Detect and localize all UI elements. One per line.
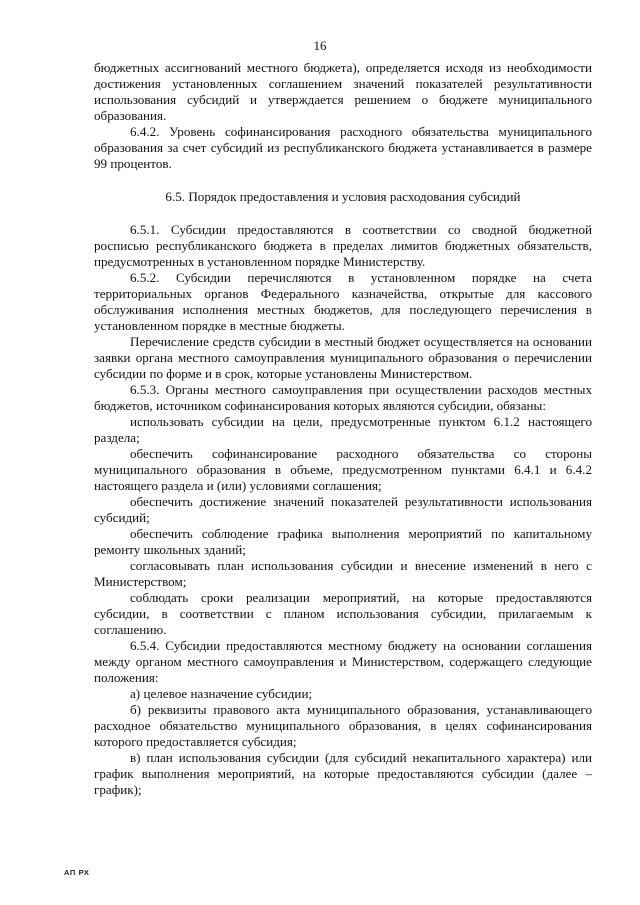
footer-mark: АП РХ bbox=[64, 868, 90, 877]
document-body bbox=[94, 60, 592, 798]
section-heading-6-5: 6.5. Порядок предоставления и условия расходования субсидий bbox=[165, 189, 521, 204]
obligation-item: обеспечить достижение значений показателей результативности использования субсидий; bbox=[94, 494, 592, 525]
page-number: 16 bbox=[313, 38, 327, 53]
paragraph-6-5-2: 6.5.2. Субсидии перечисляются в установленном порядке на счета территориальных органов Федерального казначейства, открытые для кассового обслуживания исполнения местных бюджетов, для последующего перечисления в установленном порядке в местные бюджеты. bbox=[94, 270, 592, 333]
paragraph-continuation: бюджетных ассигнований местного бюджета), определяется исходя из необходимости достижения установленных соглашением значений показателей результативности использования субсидий и утверждается решением о бюджете муниципального образования. bbox=[94, 60, 592, 123]
paragraph-6-5-1: 6.5.1. Субсидии предоставляются в соответствии со сводной бюджетной росписью республиканского бюджета в пределах лимитов бюджетных обязательств, предусмотренных в установленном порядке Министерству. bbox=[94, 222, 592, 269]
obligation-item: обеспечить соблюдение графика выполнения мероприятий по капитальному ремонту школьных зданий; bbox=[94, 526, 592, 557]
paragraph-6-5-4: 6.5.4. Субсидии предоставляются местному бюджету на основании соглашения между органом местного самоуправления и Министерством, содержащего следующие положения: bbox=[94, 638, 592, 685]
paragraph-transfer: Перечисление средств субсидии в местный бюджет осуществляется на основании заявки органа местного самоуправления муниципального образования о перечислении субсидии по форме и в срок, которые установлены Министерством. bbox=[94, 334, 592, 381]
agreement-item: в) план использования субсидии (для субсидий некапитального характера) или график выполнения мероприятий, на которые предоставляются субсидии (далее – график); bbox=[94, 750, 592, 797]
paragraph-6-4-2: 6.4.2. Уровень софинансирования расходного обязательства муниципального образования за счет субсидий из республиканского бюджета устанавливается в размере 99 процентов. bbox=[94, 124, 592, 171]
agreement-item: а) целевое назначение субсидии; bbox=[130, 686, 313, 701]
obligation-item: согласовывать план использования субсидии и внесение изменений в него с Министерством; bbox=[94, 558, 592, 589]
obligation-item: использовать субсидии на цели, предусмотренные пунктом 6.1.2 настоящего раздела; bbox=[94, 414, 592, 445]
paragraph-6-5-3: 6.5.3. Органы местного самоуправления при осуществлении расходов местных бюджетов, источником софинансирования которых являются субсидии, обязаны: bbox=[94, 382, 592, 413]
agreement-item: б) реквизиты правового акта муниципального образования, устанавливающего расходное обязательство муниципального образования, в целях софинансирования которого предоставляется субсидия; bbox=[94, 702, 592, 749]
obligation-item: соблюдать сроки реализации мероприятий, на которые предоставляются субсидии, в соответствии с планом использования субсидии, прилагаемым к соглашению. bbox=[94, 590, 592, 637]
obligation-item: обеспечить софинансирование расходного обязательства со стороны муниципального образования в объеме, предусмотренном пунктами 6.4.1 и 6.4.2 настоящего раздела и (или) условиями соглашения; bbox=[94, 446, 592, 493]
